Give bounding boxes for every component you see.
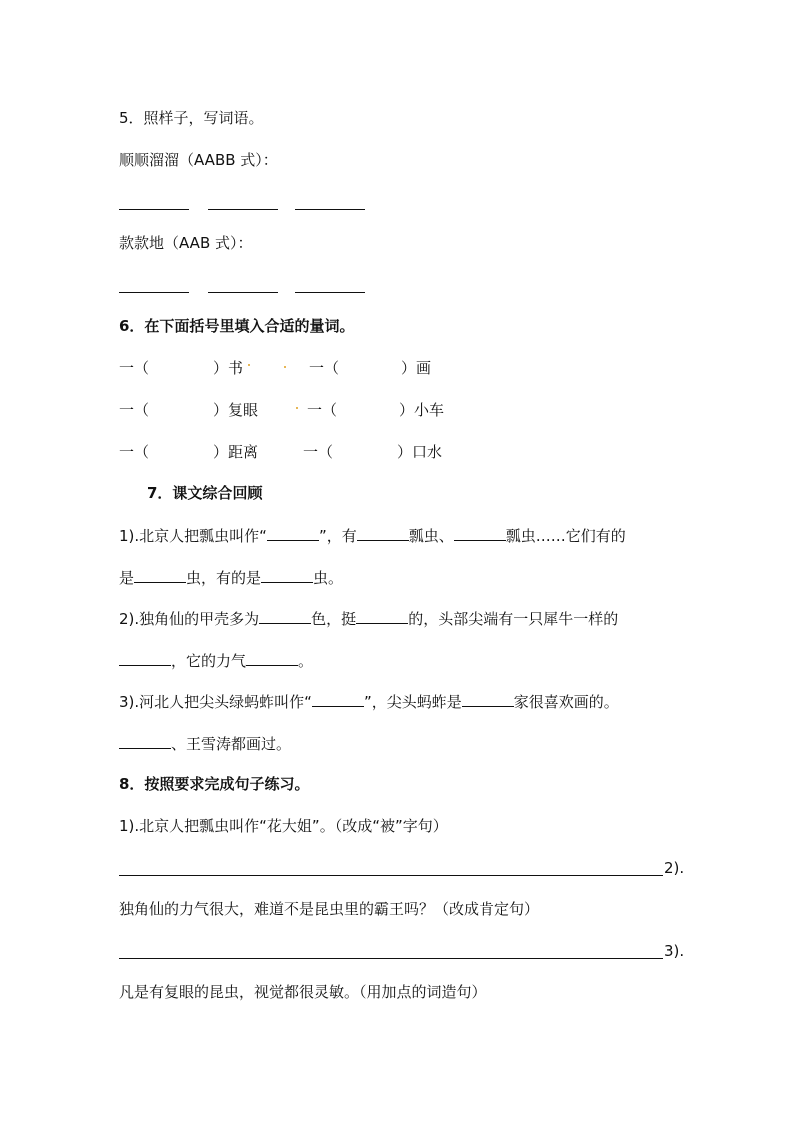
q5-aab-blank-2[interactable] [208, 292, 278, 293]
text-segment: 虫，有的是 [186, 569, 262, 587]
answer-blank[interactable] [119, 650, 171, 666]
q6-title: 6．在下面括号里填入合适的量词。 [119, 317, 355, 335]
q8-item2: 独角仙的力气很大，难道不是昆虫里的霸王吗？（改成肯定句） [119, 900, 540, 918]
q8-item1: 1).北京人把瓢虫叫作“花大姐”。（改成“被”字句） [119, 817, 448, 835]
q6-row1-left-open: 一（ [119, 359, 150, 377]
q8-item2-number: 2). [664, 859, 685, 877]
text-segment: 瓢虫、 [408, 527, 454, 545]
q6-row1-right-open: 一（ [309, 359, 340, 377]
q6-row2-right-close: ）小车 [399, 401, 445, 419]
text-segment: ”，尖头蚂蚱是 [363, 693, 462, 711]
emphasis-dot [248, 364, 250, 366]
q8-item3: 凡是有复眼的昆虫，视觉都很灵敏。（用加点的词造句） [119, 983, 487, 1001]
text-segment: 2).独角仙的甲壳多为 [119, 610, 260, 628]
answer-blank[interactable] [267, 525, 319, 541]
text-segment: 。 [298, 652, 314, 670]
q5-pattern-aabb: 顺顺溜溜（AABB 式）： [119, 151, 278, 169]
q6-row2-left-close: ）复眼 [213, 401, 259, 419]
answer-blank[interactable] [261, 567, 313, 583]
text-segment: 1).北京人把瓢虫叫作“ [119, 527, 267, 545]
answer-blank[interactable] [357, 525, 409, 541]
q5-aab-blank-3[interactable] [295, 292, 365, 293]
answer-blank[interactable] [454, 525, 506, 541]
answer-blank[interactable] [312, 691, 364, 707]
emphasis-dot [284, 366, 286, 368]
text-segment: ”，有 [318, 527, 357, 545]
q8-item3-number: 3). [664, 942, 685, 960]
text-segment: ，它的力气 [171, 652, 247, 670]
q5-aabb-blank-3[interactable] [295, 209, 365, 210]
q5-title: 5．照样子，写词语。 [119, 109, 264, 127]
text-segment: 是 [119, 569, 135, 587]
q7-s2-line1 [119, 608, 618, 629]
text-segment: 虫。 [313, 569, 344, 587]
q5-aab-blank-1[interactable] [119, 292, 189, 293]
answer-blank[interactable] [246, 650, 298, 666]
q8-answer-line-1[interactable] [119, 875, 663, 876]
text-segment: 3).河北人把尖头绿蚂蚱叫作“ [119, 693, 312, 711]
text-segment: 的，头部尖端有一只犀牛一样的 [408, 610, 619, 628]
q6-row1-left-close: ）书 [213, 359, 244, 377]
text-segment: 、王雪涛都画过。 [171, 735, 292, 753]
q6-row3-right-close: ）口水 [397, 443, 443, 461]
text-segment: 瓢虫……它们有的 [505, 527, 626, 545]
q8-title: 8．按照要求完成句子练习。 [119, 775, 310, 793]
q7-s1-line1 [119, 525, 626, 546]
emphasis-dot [296, 407, 298, 409]
text-segment: 家很喜欢画的。 [513, 693, 619, 711]
answer-blank[interactable] [259, 608, 311, 624]
answer-blank[interactable] [134, 567, 186, 583]
q6-row3-right-open: 一（ [303, 443, 334, 461]
q7-s3-line1 [119, 691, 619, 712]
answer-blank[interactable] [356, 608, 408, 624]
q5-pattern-aab: 款款地（AAB 式）： [119, 234, 253, 252]
answer-blank[interactable] [119, 733, 171, 749]
q6-row2-left-open: 一（ [119, 401, 150, 419]
q8-answer-line-2[interactable] [119, 958, 663, 959]
q5-aabb-blank-1[interactable] [119, 209, 189, 210]
text-segment: 色，挺 [311, 610, 357, 628]
q6-row3-left-close: ）距离 [213, 443, 259, 461]
q7-s1-line2 [119, 567, 343, 588]
q7-s2-line2 [119, 650, 313, 671]
q7-s3-line2 [119, 733, 291, 754]
q6-row1-right-close: ）画 [401, 359, 432, 377]
q6-row3-left-open: 一（ [119, 443, 150, 461]
q7-title: 7．课文综合回顾 [147, 484, 263, 502]
q5-aabb-blank-2[interactable] [208, 209, 278, 210]
answer-blank[interactable] [462, 691, 514, 707]
q6-row2-right-open: 一（ [307, 401, 338, 419]
